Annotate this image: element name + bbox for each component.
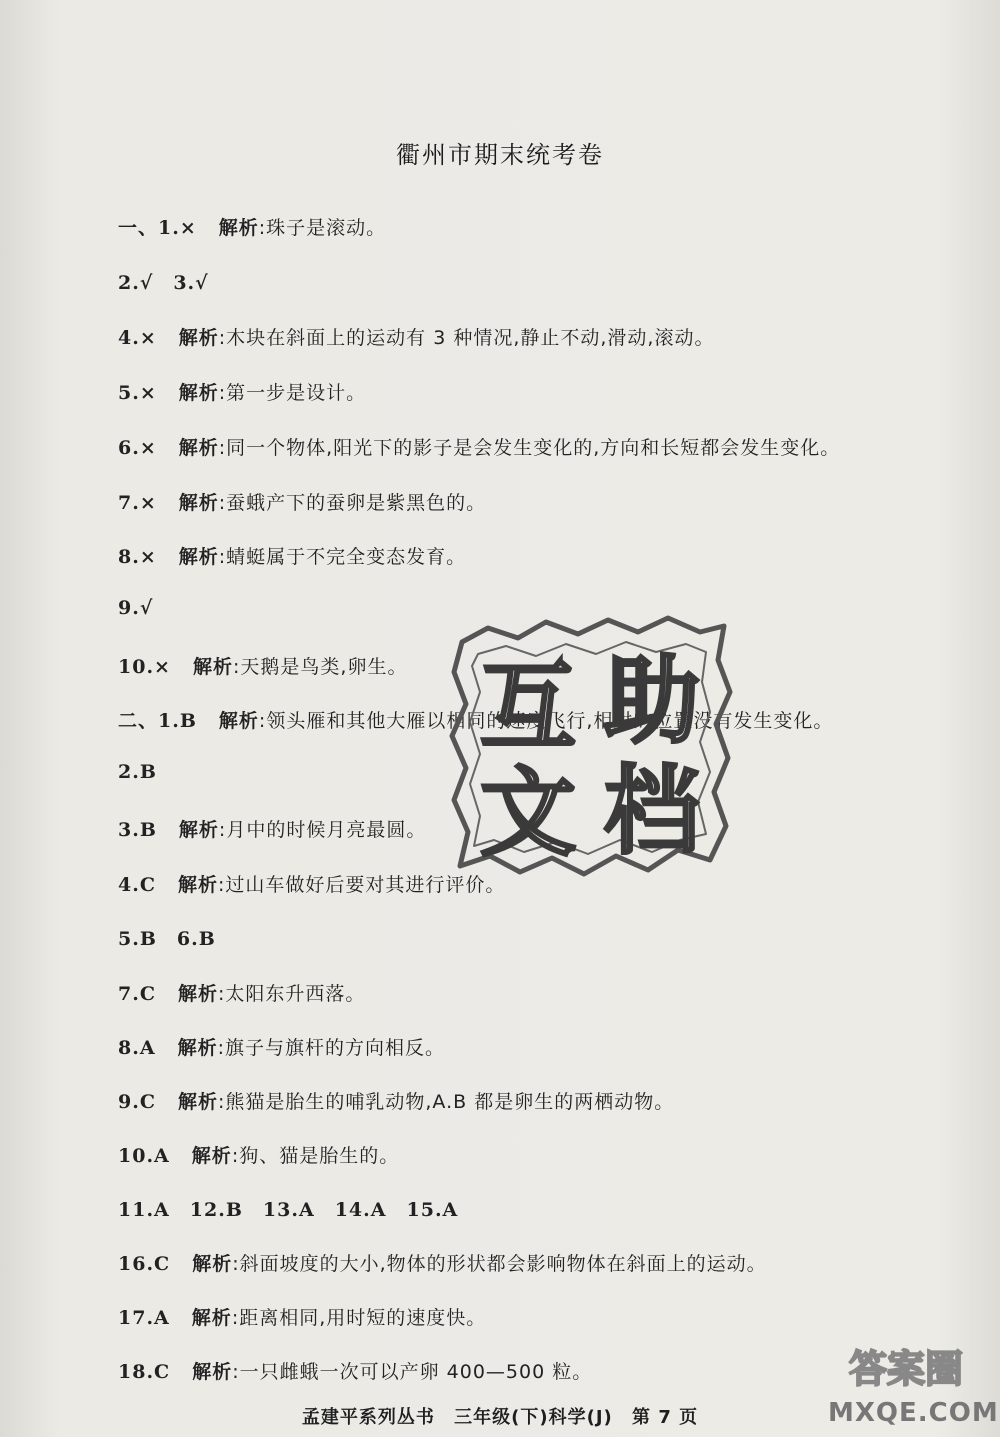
page-title: 衢州市期末统考卷 bbox=[396, 141, 604, 169]
answer-line bbox=[118, 268, 209, 295]
answer-number: 2.√ 3.√ bbox=[118, 272, 209, 294]
stamp-char-3: 文 bbox=[480, 757, 576, 869]
analysis-text: :蚕蛾产下的蚕卵是紫黑色的。 bbox=[218, 492, 487, 514]
answer-line bbox=[118, 1087, 674, 1114]
answer-number: 11.A 12.B 13.A 14.A 15.A bbox=[118, 1199, 459, 1221]
watermark-logo-text: 答案圈 bbox=[848, 1347, 964, 1391]
analysis-text: :第一步是设计。 bbox=[218, 382, 367, 404]
answer-line bbox=[118, 378, 366, 405]
answer-number: 二、1.B bbox=[118, 710, 197, 732]
answer-number: 8.A bbox=[118, 1037, 156, 1059]
answer-number: 5.× bbox=[118, 382, 157, 404]
analysis-text: :珠子是滚动。 bbox=[258, 217, 387, 239]
stamp-char-2: 助 bbox=[604, 645, 700, 757]
analysis-text: :木块在斜面上的运动有 3 种情况,静止不动,滑动,滚动。 bbox=[218, 327, 715, 349]
answer-number: 4.× bbox=[118, 327, 157, 349]
stamp-watermark bbox=[448, 612, 738, 882]
answer-number: 6.× bbox=[118, 437, 157, 459]
answer-number: 17.A bbox=[118, 1307, 170, 1329]
analysis-label: 解析 bbox=[178, 546, 219, 568]
answer-line bbox=[118, 213, 386, 240]
analysis-text: :月中的时候月亮最圆。 bbox=[218, 819, 427, 841]
analysis-text: :太阳东升西落。 bbox=[217, 983, 366, 1005]
analysis-label: 解析 bbox=[218, 710, 259, 732]
analysis-text: :旗子与旗杆的方向相反。 bbox=[217, 1037, 445, 1059]
analysis-label: 解析 bbox=[192, 1253, 233, 1275]
analysis-label: 解析 bbox=[177, 983, 218, 1005]
analysis-label: 解析 bbox=[192, 656, 233, 678]
answer-line bbox=[118, 1195, 458, 1222]
answer-number: 4.C bbox=[118, 874, 156, 896]
answer-number: 5.B 6.B bbox=[118, 928, 216, 950]
stamp-char-1: 互 bbox=[480, 651, 576, 763]
analysis-text: :狗、猫是胎生的。 bbox=[231, 1145, 400, 1167]
watermark-site-text: MXQE.COM bbox=[828, 1398, 999, 1428]
answer-line bbox=[118, 542, 466, 569]
answer-line bbox=[118, 597, 153, 619]
answer-line bbox=[118, 1249, 767, 1276]
analysis-text: :蜻蜓属于不完全变态发育。 bbox=[218, 546, 467, 568]
analysis-text: :一只雌蛾一次可以产卵 400—500 粒。 bbox=[232, 1361, 593, 1383]
answer-line bbox=[118, 652, 407, 679]
analysis-text: :领头雁和其他大雁以相同的速度飞行,相对的位置没有发生变化。 bbox=[258, 710, 834, 732]
footer-page-number: 第 7 页 bbox=[632, 1407, 699, 1428]
answer-number: 18.C bbox=[118, 1361, 171, 1383]
answer-line bbox=[118, 1357, 592, 1384]
analysis-text: :同一个物体,阳光下的影子是会发生变化的,方向和长短都会发生变化。 bbox=[218, 437, 841, 459]
footer-series: 孟建平系列丛书 bbox=[301, 1407, 435, 1428]
answer-number: 7.× bbox=[118, 492, 157, 514]
answer-number: 10.A bbox=[118, 1145, 170, 1167]
answer-line bbox=[118, 1033, 445, 1060]
answer-line bbox=[118, 1303, 486, 1330]
analysis-label: 解析 bbox=[178, 437, 219, 459]
analysis-label: 解析 bbox=[191, 1145, 232, 1167]
answer-line bbox=[118, 1141, 399, 1168]
analysis-label: 解析 bbox=[178, 382, 219, 404]
analysis-label: 解析 bbox=[177, 1037, 218, 1059]
analysis-text: :熊猫是胎生的哺乳动物,A.B 都是卵生的两栖动物。 bbox=[217, 1091, 675, 1113]
analysis-label: 解析 bbox=[178, 327, 219, 349]
answer-number: 3.B bbox=[118, 819, 157, 841]
answer-number: 16.C bbox=[118, 1253, 171, 1275]
analysis-label: 解析 bbox=[177, 1091, 218, 1113]
analysis-text: :天鹅是鸟类,卵生。 bbox=[233, 656, 408, 678]
analysis-label: 解析 bbox=[192, 1361, 233, 1383]
stamp-char-4: 档 bbox=[604, 755, 700, 867]
answer-number: 9.√ bbox=[118, 597, 154, 619]
analysis-text: :距离相同,用时短的速度快。 bbox=[231, 1307, 487, 1329]
analysis-label: 解析 bbox=[177, 874, 218, 896]
analysis-label: 解析 bbox=[218, 217, 259, 239]
analysis-label: 解析 bbox=[178, 492, 219, 514]
answer-line bbox=[118, 488, 486, 515]
answer-number: 一、1.× bbox=[118, 217, 197, 239]
answer-line bbox=[118, 323, 714, 350]
answer-line bbox=[118, 433, 840, 460]
answer-line bbox=[118, 924, 216, 951]
answer-number: 10.× bbox=[118, 656, 171, 678]
answer-number: 2.B bbox=[118, 761, 157, 783]
answer-number: 7.C bbox=[118, 983, 156, 1005]
analysis-text: :过山车做好后要对其进行评价。 bbox=[217, 874, 506, 896]
answer-line bbox=[118, 815, 426, 842]
answer-line bbox=[118, 761, 157, 783]
analysis-text: :斜面坡度的大小,物体的形状都会影响物体在斜面上的运动。 bbox=[232, 1253, 767, 1275]
answer-number: 8.× bbox=[118, 546, 157, 568]
footer-grade: 三年级(下)科学(J) bbox=[454, 1407, 613, 1428]
answer-line bbox=[118, 979, 365, 1006]
analysis-label: 解析 bbox=[191, 1307, 232, 1329]
answer-number: 9.C bbox=[118, 1091, 156, 1113]
analysis-label: 解析 bbox=[178, 819, 219, 841]
